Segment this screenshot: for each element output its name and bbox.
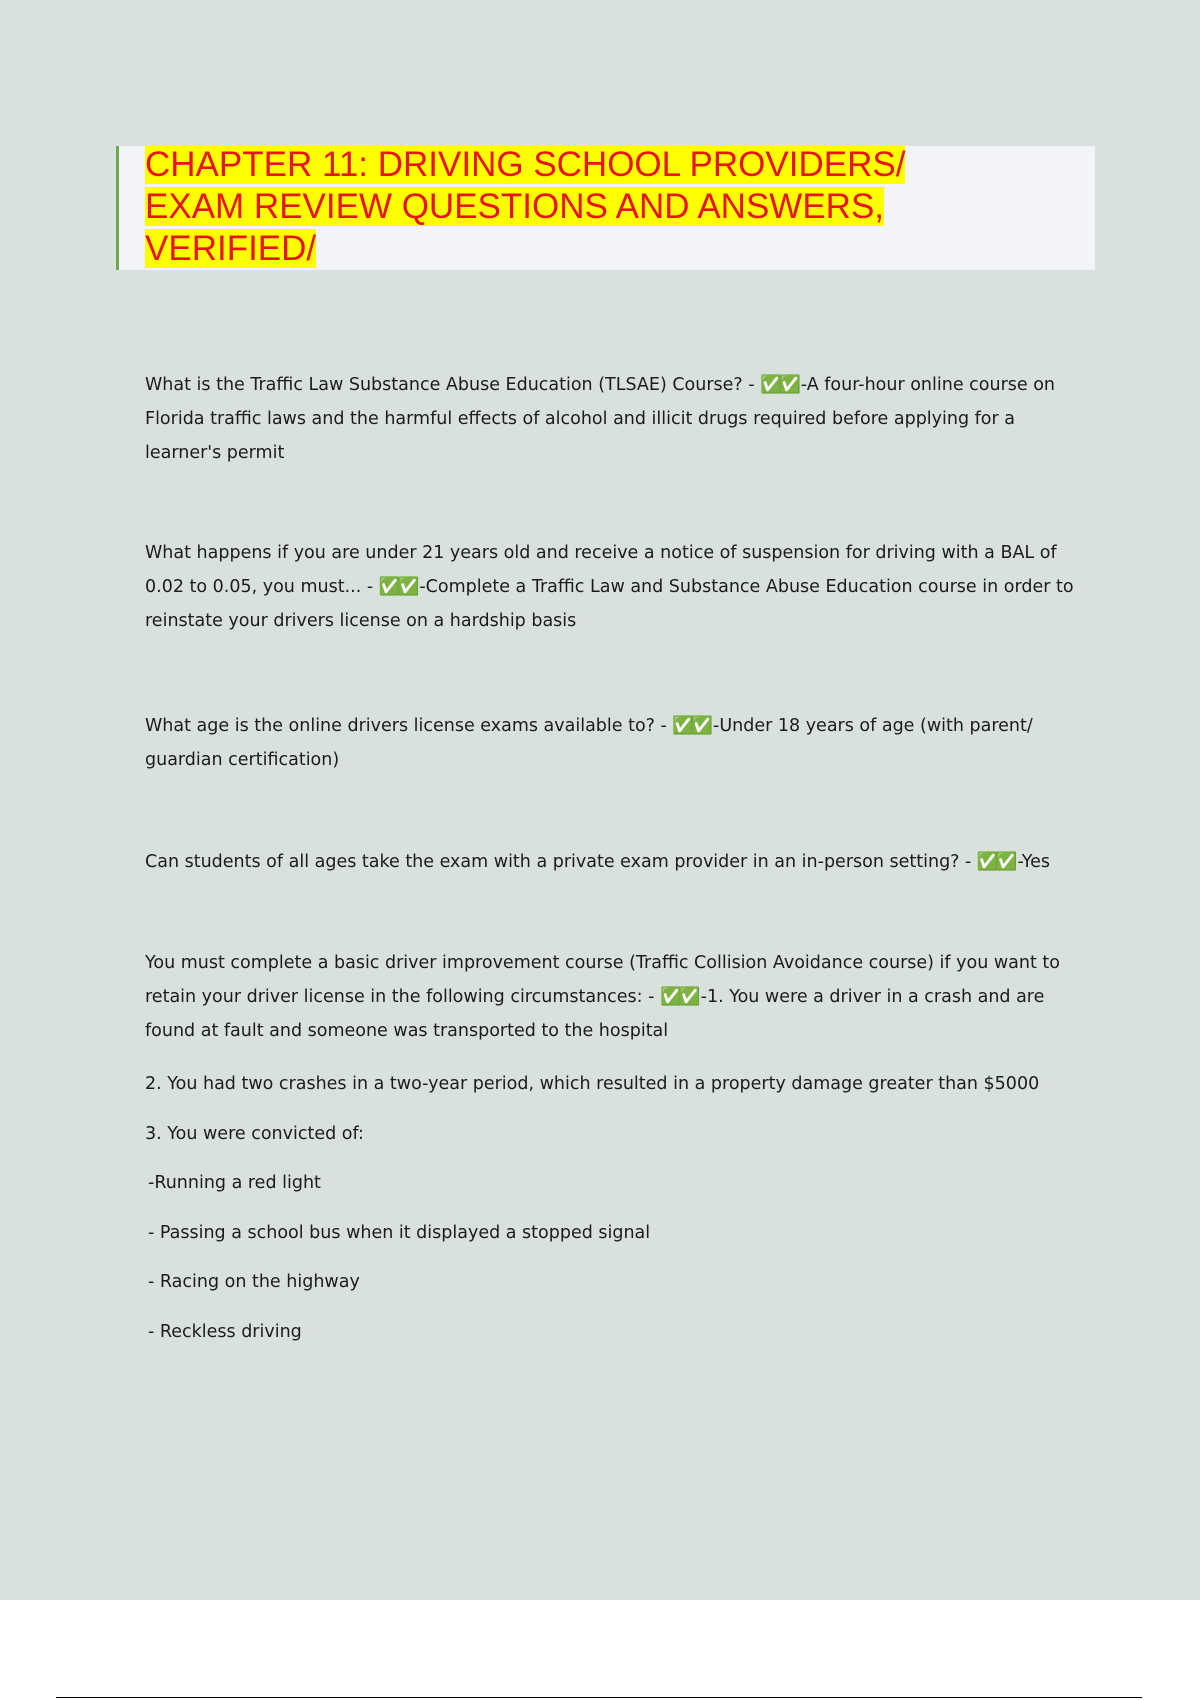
footer-divider [56,1697,1142,1698]
answer-text: -Complete a Traffic Law and Substance Abuse Education course in order to reinstate your drivers license on a hardship basis [145,577,1074,631]
answer-text: -A four-hour online course on Florida traffic laws and the harmful effects of alcohol and illicit drugs required before applying for a learner's permit [145,375,1056,463]
double-check-icon: ✅✅ [976,852,1015,872]
question-text: What is the Traffic Law Substance Abuse Education (TLSAE) Course? [145,375,743,395]
list-item: - Racing on the highway [148,1272,360,1292]
qa-item-5 [145,946,1090,1048]
qa-item-4 [145,845,1090,879]
list-item: - Passing a school bus when it displayed a stopped signal [148,1223,651,1243]
page-title [145,144,1005,270]
double-check-icon: ✅✅ [660,987,698,1007]
qa-item-1 [145,368,1090,470]
question-text: Can students of all ages take the exam with a private exam provider in an in-person setting? [145,852,960,872]
list-item: -Running a red light [148,1173,321,1193]
question-text: You must complete a basic driver improvement course (Traffic Collision Avoidance course) if you want to retain your driver license in the following circumstances: [145,953,1060,1007]
answer-text: -Under 18 years of age (with parent/ guardian certification) [145,716,1033,770]
list-item: 2. You had two crashes in a two-year period, which resulted in a property damage greater than $5000 [145,1074,1040,1094]
separator: - [361,577,379,597]
separator: - [642,987,661,1007]
answer-text: -Yes [1017,852,1051,872]
qa-item-2 [145,536,1090,638]
list-item: 3. You were convicted of: [145,1124,364,1144]
answer-text: -1. You were a driver in a crash and are found at fault and someone was transported to the hospital [145,987,1045,1041]
list-item: - Reckless driving [148,1322,302,1342]
double-check-icon: ✅✅ [672,716,711,736]
qa-item-3 [145,709,1090,777]
separator: - [959,852,977,872]
title-highlight: CHAPTER 11: DRIVING SCHOOL PROVIDERS/ EXAM REVIEW QUESTIONS AND ANSWERS, VERIFIED/ [145,145,906,268]
double-check-icon: ✅✅ [760,375,798,395]
double-check-icon: ✅✅ [378,577,417,597]
question-text: What age is the online drivers license exams available to? [145,716,655,736]
question-text: What happens if you are under 21 years old and receive a notice of suspension for driving with a BAL of 0.02 to 0.05, you must... [145,543,1057,597]
separator: - [742,375,761,395]
separator: - [654,716,673,736]
